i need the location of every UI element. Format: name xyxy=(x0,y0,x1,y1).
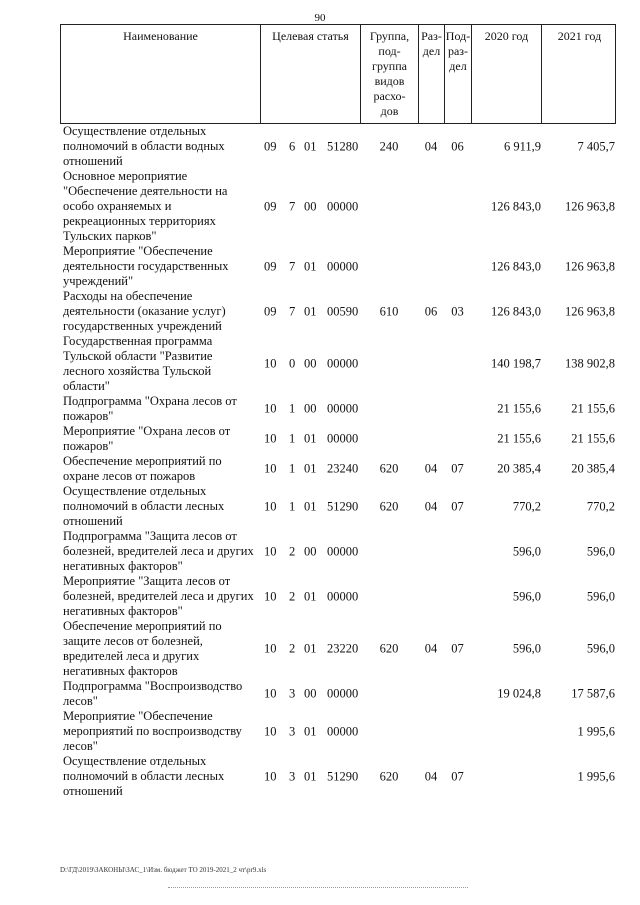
row-cell-c: 00 xyxy=(304,356,317,371)
row-cell-b: 0 xyxy=(289,356,296,371)
row-cell-y1: 21 155,6 xyxy=(497,431,541,446)
row-cell-grp: 620 xyxy=(379,499,399,513)
row-cell-y1: 596,0 xyxy=(512,544,541,558)
row-cell-b: 7 xyxy=(289,259,296,273)
row-cell-y1: 126 843,0 xyxy=(491,199,541,213)
header-subsection xyxy=(445,25,472,123)
row-name: Мероприятие "Обеспечение мероприятий по воспроизводству лесов" xyxy=(63,709,242,753)
row-cell-b: 3 xyxy=(289,724,296,738)
row-name: Мероприятие "Обеспечение деятельности государственных учреждений" xyxy=(63,244,229,288)
row-cell-b: 7 xyxy=(289,304,296,318)
row-cell-y2: 770,2 xyxy=(586,499,615,513)
row-cell-y2: 126 963,8 xyxy=(565,199,615,213)
row-cell-a: 10 xyxy=(264,431,277,446)
table-row xyxy=(60,484,616,529)
row-cell-grp: 610 xyxy=(379,304,399,318)
header-group-line: видов xyxy=(374,74,405,88)
row-cell-rz: 04 xyxy=(424,769,438,783)
header-group-line: дов xyxy=(380,104,399,118)
row-cell-y2: 138 902,8 xyxy=(565,356,615,371)
row-name: Обеспечение мероприятий по защите лесов от болезней, вредителей леса и других негативных факторов xyxy=(63,619,222,678)
row-cell-grp: 620 xyxy=(379,769,399,783)
row-cell-a: 10 xyxy=(264,401,277,416)
row-cell-y1: 19 024,8 xyxy=(497,686,541,701)
row-cell-d: 00000 xyxy=(327,356,359,371)
row-name: Основное мероприятие "Обеспечение деятельности на особо охраняемых и рекреационных территориях Тульских парков" xyxy=(63,169,228,243)
row-cell-a: 09 xyxy=(264,259,277,273)
row-cell-a: 10 xyxy=(264,356,277,371)
table-row xyxy=(60,619,616,679)
row-cell-pr: 07 xyxy=(451,641,464,656)
row-cell-b: 3 xyxy=(289,686,296,701)
row-cell-d: 00000 xyxy=(327,199,359,213)
row-cell-a: 09 xyxy=(264,139,277,153)
row-cell-y1: 21 155,6 xyxy=(497,401,541,416)
table-row xyxy=(60,169,616,244)
row-cell-y2: 126 963,8 xyxy=(565,304,615,318)
row-cell-c: 00 xyxy=(304,199,317,213)
row-cell-rz: 04 xyxy=(424,461,438,476)
row-name: Осуществление отдельных полномочий в области водных отношений xyxy=(63,124,225,168)
row-cell-b: 2 xyxy=(289,641,296,656)
table-row xyxy=(60,574,616,619)
table-row xyxy=(60,394,616,424)
table-body xyxy=(60,124,616,799)
row-cell-d: 00000 xyxy=(327,589,359,603)
row-cell-d: 00590 xyxy=(327,304,359,318)
header-group-line: Группа, xyxy=(369,29,410,43)
row-cell-a: 09 xyxy=(264,199,277,213)
row-cell-y2: 21 155,6 xyxy=(571,431,615,446)
row-cell-d: 00000 xyxy=(327,544,359,558)
row-cell-d: 51290 xyxy=(327,499,359,513)
row-cell-d: 00000 xyxy=(327,259,359,273)
header-subsection-line: Под- xyxy=(445,29,471,43)
row-cell-a: 10 xyxy=(264,544,277,558)
row-cell-c: 01 xyxy=(304,139,317,153)
row-cell-rz: 04 xyxy=(424,139,438,153)
header-year-2020: 2020 год xyxy=(472,25,542,123)
row-cell-b: 1 xyxy=(289,401,296,416)
row-cell-c: 01 xyxy=(304,769,317,783)
row-cell-c: 01 xyxy=(304,724,317,738)
row-cell-y1: 596,0 xyxy=(512,589,541,603)
table-row xyxy=(60,529,616,574)
header-group xyxy=(361,25,419,123)
table-row xyxy=(60,754,616,799)
table-row xyxy=(60,124,616,169)
row-cell-d: 23220 xyxy=(327,641,359,656)
row-cell-y2: 7 405,7 xyxy=(577,139,615,153)
row-cell-a: 09 xyxy=(264,304,277,318)
row-cell-d: 00000 xyxy=(327,686,359,701)
row-name: Мероприятие "Защита лесов от болезней, вредителей леса и других негативных факторов" xyxy=(63,574,254,618)
row-cell-c: 01 xyxy=(304,589,317,603)
table-row xyxy=(60,334,616,394)
header-year-2021: 2021 год xyxy=(557,29,602,43)
row-cell-y1: 126 843,0 xyxy=(491,259,541,273)
row-cell-b: 1 xyxy=(289,431,296,446)
row-cell-y1: 770,2 xyxy=(512,499,541,513)
row-cell-b: 1 xyxy=(289,461,296,476)
row-cell-a: 10 xyxy=(264,461,277,476)
row-cell-rz: 04 xyxy=(424,641,438,656)
header-name: Наименование xyxy=(61,25,261,123)
row-cell-b: 7 xyxy=(289,199,296,213)
row-cell-d: 00000 xyxy=(327,724,359,738)
row-cell-d: 51290 xyxy=(327,769,359,783)
row-cell-c: 01 xyxy=(304,259,317,273)
row-cell-y2: 126 963,8 xyxy=(565,259,615,273)
header-subsection-line: раз- xyxy=(447,44,469,58)
row-cell-c: 00 xyxy=(304,686,317,701)
row-cell-grp: 240 xyxy=(379,139,399,153)
row-cell-y2: 596,0 xyxy=(586,641,615,656)
table-row xyxy=(60,424,616,454)
row-cell-grp: 620 xyxy=(379,641,399,656)
table-row xyxy=(60,709,616,754)
row-cell-a: 10 xyxy=(264,641,277,656)
header-section-line: дел xyxy=(422,44,441,58)
row-cell-pr: 07 xyxy=(451,461,464,476)
row-cell-y1: 20 385,4 xyxy=(497,461,541,476)
row-cell-y2: 596,0 xyxy=(586,544,615,558)
row-name: Подпрограмма "Воспроизводство лесов" xyxy=(63,679,243,708)
page-number: 90 xyxy=(314,12,326,24)
row-cell-rz: 06 xyxy=(424,304,438,318)
row-name: Подпрограмма "Охрана лесов от пожаров" xyxy=(63,394,237,423)
row-cell-a: 10 xyxy=(264,724,277,738)
row-cell-pr: 07 xyxy=(451,499,464,513)
row-cell-c: 01 xyxy=(304,461,317,476)
file-path-footer: D:\ГД\2019\ЗАКОНЫ\ЗАС_1\Изм. бюджет ТО 2019-2021_2 чт\pr9.xls xyxy=(60,866,267,874)
row-name: Обеспечение мероприятий по охране лесов от пожаров xyxy=(63,454,222,483)
row-cell-a: 10 xyxy=(264,499,277,513)
header-subsection-line: дел xyxy=(449,59,467,73)
table-row xyxy=(60,454,616,484)
header-section xyxy=(419,25,445,123)
row-cell-y2: 596,0 xyxy=(586,589,615,603)
row-cell-y2: 20 385,4 xyxy=(571,461,615,476)
row-name: Государственная программа Тульской области "Развитие лесного хозяйства Тульской области" xyxy=(63,334,213,393)
row-cell-y1: 596,0 xyxy=(512,641,541,656)
row-cell-y2: 1 995,6 xyxy=(577,724,615,738)
row-cell-d: 00000 xyxy=(327,401,359,416)
row-cell-a: 10 xyxy=(264,686,277,701)
table-row xyxy=(60,244,616,289)
row-cell-y2: 1 995,6 xyxy=(577,769,615,783)
row-cell-d: 51280 xyxy=(327,139,359,153)
row-name: Подпрограмма "Защита лесов от болезней, вредителей леса и других негативных факторов" xyxy=(63,529,254,573)
row-cell-c: 01 xyxy=(304,304,317,318)
row-cell-grp: 620 xyxy=(379,461,399,476)
row-cell-y2: 17 587,6 xyxy=(571,686,615,701)
row-name: Осуществление отдельных полномочий в области лесных отношений xyxy=(63,484,225,528)
row-name: Расходы на обеспечение деятельности (оказание услуг) государственных учреждений xyxy=(63,289,226,333)
row-cell-b: 2 xyxy=(289,589,296,603)
row-cell-c: 01 xyxy=(304,641,317,656)
row-cell-a: 10 xyxy=(264,589,277,603)
header-group-line: группа xyxy=(372,59,407,73)
row-cell-rz: 04 xyxy=(424,499,438,513)
row-cell-pr: 06 xyxy=(451,139,464,153)
row-name: Осуществление отдельных полномочий в области лесных отношений xyxy=(63,754,225,798)
row-cell-y1: 140 198,7 xyxy=(491,356,541,371)
header-section-line: Раз- xyxy=(421,29,442,43)
row-cell-c: 00 xyxy=(304,544,317,558)
row-cell-pr: 07 xyxy=(451,769,464,783)
header-target: Целевая статья xyxy=(261,25,361,123)
header-group-line: под- xyxy=(378,44,401,58)
table-row xyxy=(60,679,616,709)
header-group-line: расхо- xyxy=(373,89,406,103)
row-cell-d: 00000 xyxy=(327,431,359,446)
row-name: Мероприятие "Охрана лесов от пожаров" xyxy=(63,424,231,453)
row-cell-c: 01 xyxy=(304,499,317,513)
table-header xyxy=(60,24,616,124)
row-cell-b: 3 xyxy=(289,769,296,783)
row-cell-b: 1 xyxy=(289,499,296,513)
row-cell-c: 00 xyxy=(304,401,317,416)
row-cell-y1: 6 911,9 xyxy=(503,139,541,153)
row-cell-d: 23240 xyxy=(327,461,359,476)
scan-artifact-line xyxy=(168,887,468,888)
table-row xyxy=(60,289,616,334)
row-cell-a: 10 xyxy=(264,769,277,783)
row-cell-b: 2 xyxy=(289,544,296,558)
row-cell-y2: 21 155,6 xyxy=(571,401,615,416)
row-cell-pr: 03 xyxy=(451,304,464,318)
row-cell-y1: 126 843,0 xyxy=(491,304,541,318)
row-cell-c: 01 xyxy=(304,431,317,446)
row-cell-b: 6 xyxy=(289,139,296,153)
